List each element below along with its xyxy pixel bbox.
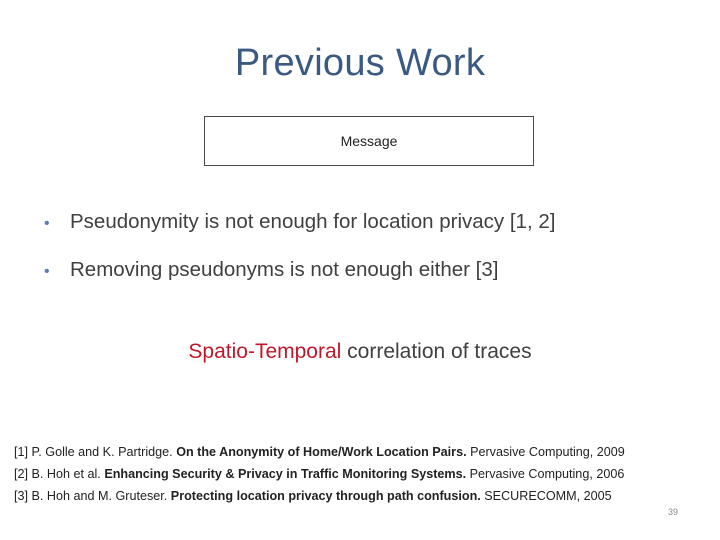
page-number: 39	[667, 507, 678, 517]
key-statement	[0, 340, 720, 364]
reference-authors: [3] B. Hoh and M. Gruteser.	[14, 489, 171, 503]
reference-authors: [2] B. Hoh et al.	[14, 467, 105, 481]
reference-authors: [1] P. Golle and K. Partridge.	[14, 445, 177, 459]
key-statement-rest: correlation of traces	[341, 340, 532, 363]
reference-item	[14, 485, 625, 507]
reference-item	[14, 463, 625, 485]
bullet-item	[44, 210, 555, 234]
bullet-list	[44, 210, 555, 306]
reference-title: On the Anonymity of Home/Work Location Pairs.	[176, 445, 467, 459]
reference-venue: Pervasive Computing, 2009	[466, 445, 625, 459]
reference-venue: SECURECOMM, 2005	[480, 489, 612, 503]
reference-item	[14, 441, 625, 463]
references	[14, 441, 625, 507]
reference-title: Protecting location privacy through path confusion.	[170, 489, 481, 503]
message-box	[204, 116, 534, 166]
key-statement-emphasis: Spatio-Temporal	[188, 340, 342, 363]
bullet-item	[44, 258, 555, 282]
message-box-label: Message	[340, 133, 398, 149]
slide-title: Previous Work	[234, 42, 486, 84]
bullet-icon: •	[44, 263, 50, 280]
reference-title: Enhancing Security & Privacy in Traffic Monitoring Systems.	[104, 467, 467, 481]
bullet-text: Pseudonymity is not enough for location privacy [1, 2]	[70, 210, 556, 233]
bullet-icon: •	[44, 215, 50, 232]
reference-venue: Pervasive Computing, 2006	[466, 467, 625, 481]
bullet-text: Removing pseudonyms is not enough either [3]	[70, 258, 499, 281]
